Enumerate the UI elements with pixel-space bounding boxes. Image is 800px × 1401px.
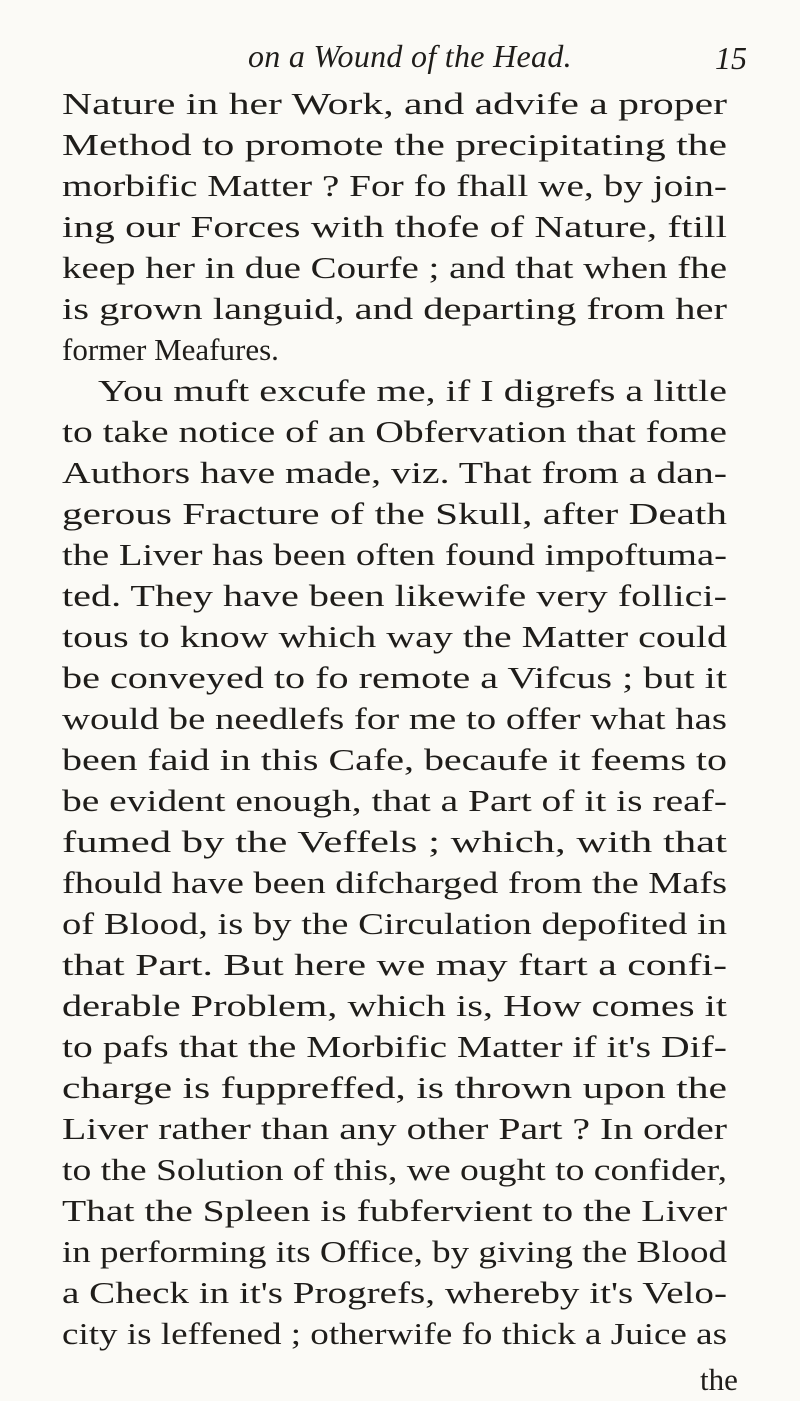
text-line-content: to take notice of an Obfervation that fome [62, 414, 727, 449]
text-line-content: morbific Matter ? For fo fhall we, by join- [62, 168, 727, 203]
text-line-content: Liver rather than any other Part ? In order [62, 1111, 727, 1146]
text-line [0, 1316, 800, 1356]
text-line [0, 537, 800, 577]
text-line-content: of Blood, is by the Circulation depofited in [62, 906, 727, 941]
text-line [0, 373, 800, 413]
text-line [0, 414, 800, 454]
text-line-content: Method to promote the precipitating the [62, 127, 727, 162]
text-line [0, 1070, 800, 1110]
text-line [0, 578, 800, 618]
text-line [0, 1234, 800, 1274]
text-line [0, 1111, 800, 1151]
text-line [0, 455, 800, 495]
text-line-content: that Part. But here we may ftart a confi- [62, 947, 727, 982]
text-line [0, 865, 800, 905]
text-line-content: would be needlefs for me to offer what has [62, 701, 727, 736]
text-line [0, 209, 800, 249]
text-line [0, 86, 800, 126]
text-line-content: to the Solution of this, we ought to confider, [62, 1152, 727, 1187]
text-line [0, 660, 800, 700]
text-line [0, 947, 800, 987]
text-line [0, 127, 800, 167]
catchword: the [700, 1362, 738, 1397]
text-line-content: be conveyed to fo remote a Vifcus ; but it [62, 660, 727, 695]
text-line [0, 291, 800, 331]
text-line-content: gerous Fracture of the Skull, after Death [62, 496, 727, 531]
text-line-content: former Meafures. [62, 332, 279, 367]
text-line [0, 742, 800, 782]
text-line-content: You muft excufe me, if I digrefs a little [98, 373, 727, 408]
text-line-content: fhould have been difcharged from the Mafs [62, 865, 727, 900]
text-line [0, 168, 800, 208]
text-line-content: tous to know which way the Matter could [62, 619, 727, 654]
text-line-content: That the Spleen is fubfervient to the Liver [62, 1193, 727, 1228]
text-line-content: in performing its Office, by giving the Blood [62, 1234, 727, 1269]
text-line [0, 619, 800, 659]
text-line-content: ted. They have been likewife very follici- [62, 578, 727, 613]
text-line [0, 1152, 800, 1192]
text-line-content: the Liver has been often found impoftuma- [62, 537, 727, 572]
page-number: 15 [715, 40, 747, 76]
text-line-content: been faid in this Cafe, becaufe it feems to [62, 742, 727, 777]
text-line-content: be evident enough, that a Part of it is reaf- [62, 783, 727, 818]
text-line [0, 701, 800, 741]
text-line [0, 824, 800, 864]
text-line-content: is grown languid, and departing from her [62, 291, 727, 326]
text-line-content: fumed by the Veffels ; which, with that [62, 824, 727, 859]
text-line [0, 332, 800, 372]
text-line-content: to pafs that the Morbific Matter if it's Dif- [62, 1029, 727, 1064]
text-line-content: a Check in it's Progrefs, whereby it's Velo- [62, 1275, 727, 1310]
text-line [0, 1275, 800, 1315]
text-line [0, 1193, 800, 1233]
text-line [0, 783, 800, 823]
text-line-content: city is leffened ; otherwife fo thick a Juice as [62, 1316, 727, 1351]
text-line [0, 496, 800, 536]
text-line-content: Nature in her Work, and advife a proper [62, 86, 727, 121]
text-line [0, 988, 800, 1028]
text-line-content: Authors have made, viz. That from a dan- [62, 455, 727, 490]
text-line-content: charge is fuppreffed, is thrown upon the [62, 1070, 727, 1105]
running-title: on a Wound of the Head. [248, 38, 572, 74]
text-line-content: derable Problem, which is, How comes it [62, 988, 727, 1023]
text-line [0, 250, 800, 290]
text-line [0, 1029, 800, 1069]
running-head [0, 38, 800, 78]
text-line-content: ing our Forces with thofe of Nature, ftill [62, 209, 727, 244]
text-line-content: keep her in due Courfe ; and that when fhe [62, 250, 727, 285]
text-line [0, 906, 800, 946]
